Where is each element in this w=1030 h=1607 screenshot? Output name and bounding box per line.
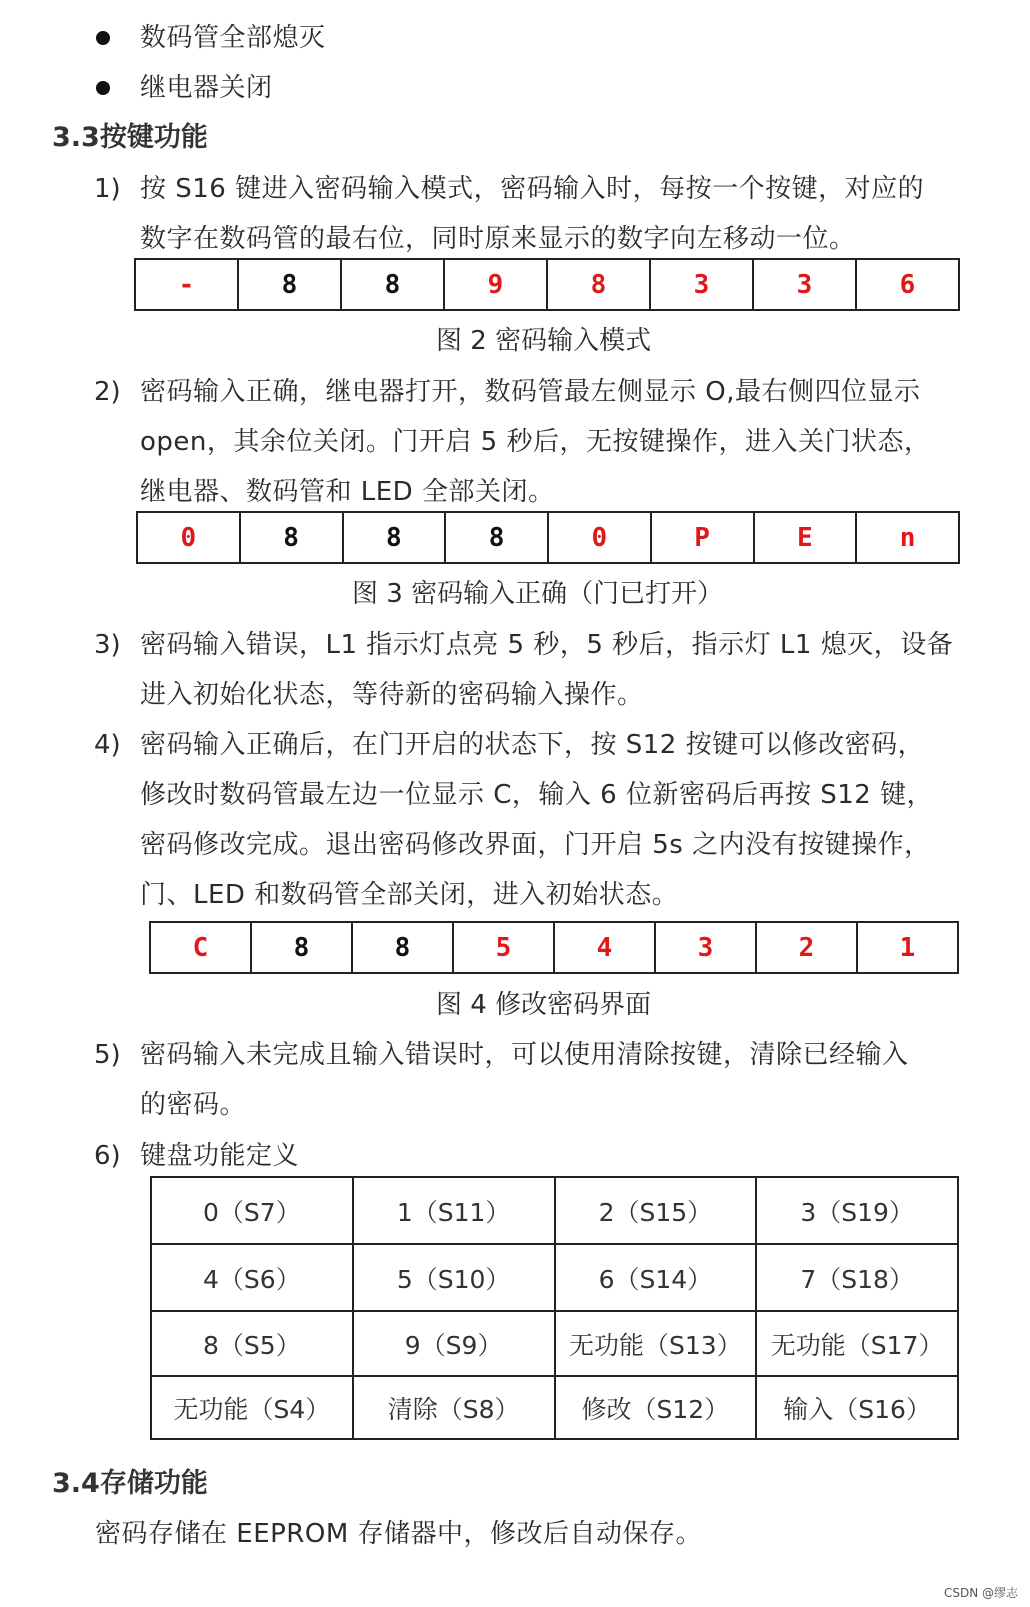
item-5-number: 5) — [94, 1040, 121, 1070]
table-cell: 0（S7） — [151, 1177, 353, 1244]
segment-digit-7: E — [755, 513, 858, 562]
segment-digit-4: 5 — [454, 923, 555, 972]
segment-digit-8: 6 — [899, 269, 916, 300]
bullet-text-2: 继电器关闭 — [140, 73, 273, 103]
item-2-number: 2) — [94, 377, 121, 407]
item-6-number: 6) — [94, 1141, 121, 1171]
item-4-line-4: 门、LED 和数码管全部关闭，进入初始状态。 — [140, 880, 679, 910]
table-cell: 无功能（S17） — [756, 1311, 958, 1376]
segment-digit-1: C — [151, 923, 252, 972]
table-cell: 7（S18） — [756, 1244, 958, 1311]
item-1-line-2: 数字在数码管的最右位，同时原来显示的数字向左移动一位。 — [140, 224, 856, 254]
table-row — [151, 1244, 958, 1311]
item-1-number: 1) — [94, 174, 121, 204]
table-cell: 输入（S16） — [756, 1376, 958, 1439]
figure-3-segment-display — [136, 511, 960, 564]
item-3-line-2: 进入初始化状态，等待新的密码输入操作。 — [140, 680, 644, 710]
table-cell: 2（S15） — [555, 1177, 757, 1244]
item-5-line-1: 密码输入未完成且输入错误时，可以使用清除按键，清除已经输入 — [140, 1040, 909, 1070]
segment-digit-7: 2 — [757, 923, 858, 972]
item-3-line-1: 密码输入错误，L1 指示灯点亮 5 秒，5 秒后，指示灯 L1 熄灭，设备 — [140, 630, 954, 660]
table-cell: 无功能（S13） — [555, 1311, 757, 1376]
table-cell: 3（S19） — [756, 1177, 958, 1244]
table-row — [151, 1177, 958, 1244]
figure-2-segment-display — [134, 258, 960, 311]
segment-digit-3: 8 — [353, 923, 454, 972]
segment-digit-7: 3 — [754, 260, 857, 309]
keyboard-definition-table — [150, 1176, 959, 1440]
segment-digit-2: 8 — [239, 260, 342, 309]
item-4-line-3: 密码修改完成。退出密码修改界面，门开启 5s 之内没有按键操作， — [140, 830, 931, 860]
segment-digit-4: 9 — [445, 260, 548, 309]
item-5-line-2: 的密码。 — [140, 1090, 247, 1120]
figure-3-caption: 图 3 密码输入正确（门已打开） — [352, 579, 724, 609]
segment-digit-4: 8 — [446, 513, 549, 562]
item-4-number: 4) — [94, 730, 121, 760]
table-cell: 4（S6） — [151, 1244, 353, 1311]
table-row — [151, 1311, 958, 1376]
segment-digit-5: 0 — [549, 513, 652, 562]
segment-digit-1: 0 — [138, 513, 241, 562]
table-cell: 6（S14） — [555, 1244, 757, 1311]
table-cell: 1（S11） — [353, 1177, 555, 1244]
bullet-text-1: 数码管全部熄灭 — [140, 23, 326, 53]
item-1-line-1: 按 S16 键进入密码输入模式，密码输入时，每按一个按键，对应的 — [140, 174, 925, 204]
item-2-line-1: 密码输入正确，继电器打开，数码管最左侧显示 O,最右侧四位显示 — [140, 377, 921, 407]
table-cell: 清除（S8） — [353, 1376, 555, 1439]
item-2-line-2: open，其余位关闭。门开启 5 秒后，无按键操作，进入关门状态， — [140, 427, 931, 457]
segment-digit-2: 8 — [241, 513, 344, 562]
section-3-4-text: 密码存储在 EEPROM 存储器中，修改后自动保存。 — [95, 1519, 703, 1549]
section-3-3-title: 3.3按键功能 — [52, 122, 208, 153]
figure-2-caption: 图 2 密码输入模式 — [436, 326, 652, 356]
table-cell: 5（S10） — [353, 1244, 555, 1311]
bullet-dot-2 — [96, 81, 110, 95]
table-cell: 无功能（S4） — [151, 1376, 353, 1439]
segment-digit-1: - — [136, 260, 239, 309]
item-4-line-2: 修改时数码管最左边一位显示 C，输入 6 位新密码后再按 S12 键， — [140, 780, 934, 810]
segment-digit-5: 4 — [555, 923, 656, 972]
table-cell: 9（S9） — [353, 1311, 555, 1376]
segment-digit-8: 1 — [899, 932, 916, 963]
figure-4-segment-display — [149, 921, 959, 974]
segment-digit-6: 3 — [656, 923, 757, 972]
bullet-dot-1 — [96, 31, 110, 45]
item-3-number: 3) — [94, 630, 121, 660]
segment-digit-5: 8 — [548, 260, 651, 309]
table-cell: 8（S5） — [151, 1311, 353, 1376]
figure-4-caption: 图 4 修改密码界面 — [436, 990, 652, 1020]
segment-digit-6: P — [652, 513, 755, 562]
segment-digit-6: 3 — [651, 260, 754, 309]
table-row — [151, 1376, 958, 1439]
segment-digit-3: 8 — [342, 260, 445, 309]
item-4-line-1: 密码输入正确后，在门开启的状态下，按 S12 按键可以修改密码， — [140, 730, 925, 760]
item-2-line-3: 继电器、数码管和 LED 全部关闭。 — [140, 477, 555, 507]
section-3-4-title: 3.4存储功能 — [52, 1468, 208, 1499]
segment-digit-2: 8 — [252, 923, 353, 972]
segment-digit-3: 8 — [344, 513, 447, 562]
footer-watermark: CSDN @缪志 — [943, 1586, 1018, 1600]
table-cell: 修改（S12） — [555, 1376, 757, 1439]
segment-digit-8: n — [899, 522, 916, 553]
item-6-line-1: 键盘功能定义 — [140, 1141, 300, 1171]
